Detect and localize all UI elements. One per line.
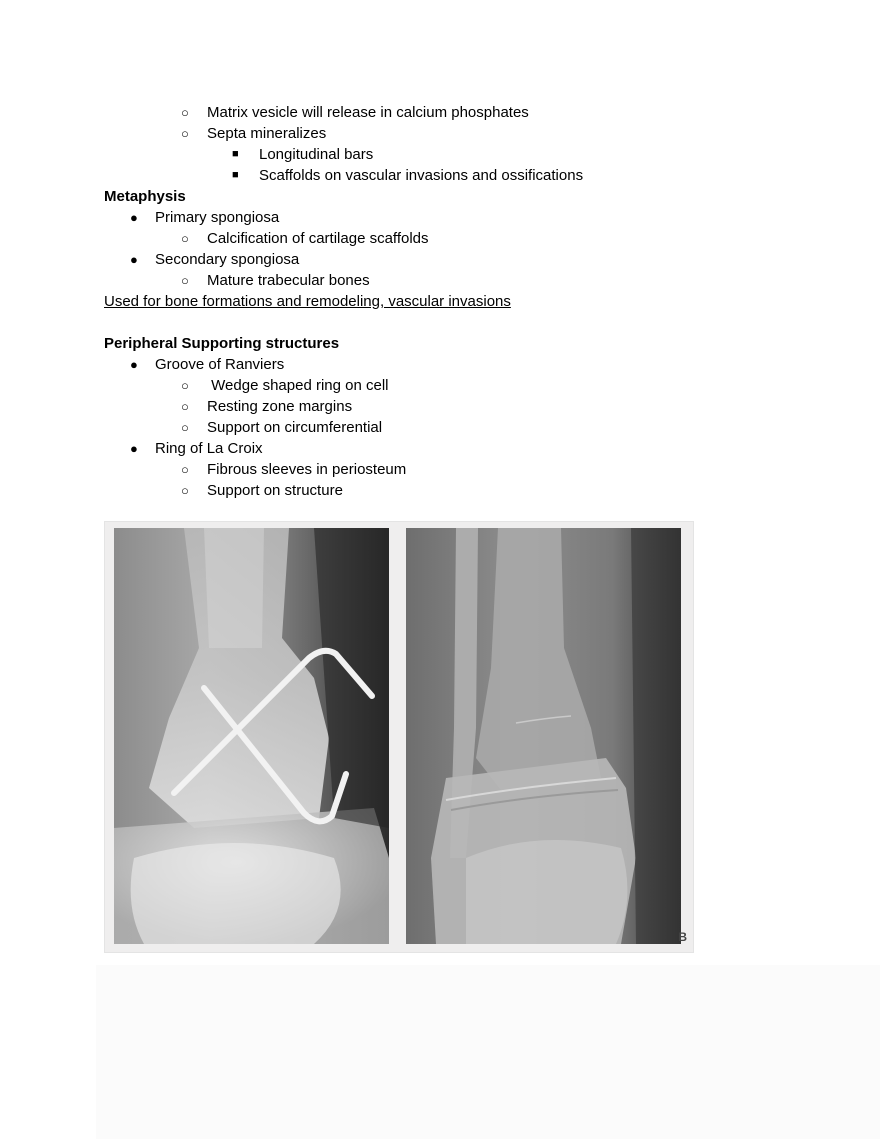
list-item: Mature trabecular bones xyxy=(207,272,370,289)
hollow-bullet-icon: ○ xyxy=(181,483,189,498)
list-item: Wedge shaped ring on cell xyxy=(207,377,389,394)
filled-bullet-icon: ● xyxy=(130,357,138,372)
list-item: Fibrous sleeves in periosteum xyxy=(207,461,407,478)
list-item: Matrix vesicle will release in calcium phosphates xyxy=(207,104,529,121)
hollow-bullet-icon: ○ xyxy=(181,273,189,288)
list-item: Calcification of cartilage scaffolds xyxy=(207,230,429,247)
square-bullet-icon: ■ xyxy=(232,148,239,160)
square-bullet-icon: ■ xyxy=(232,169,239,181)
hollow-bullet-icon: ○ xyxy=(181,462,189,477)
xray-figure xyxy=(104,521,694,953)
list-item: Groove of Ranviers xyxy=(155,356,285,373)
hollow-bullet-icon: ○ xyxy=(181,105,189,120)
hollow-bullet-icon: ○ xyxy=(181,399,189,414)
section-heading-peripheral: Peripheral Supporting structures xyxy=(104,335,340,352)
list-item: Septa mineralizes xyxy=(207,125,327,142)
page-background-shade xyxy=(96,965,880,1139)
filled-bullet-icon: ● xyxy=(130,441,138,456)
list-item: Resting zone margins xyxy=(207,398,353,415)
hollow-bullet-icon: ○ xyxy=(181,378,189,393)
filled-bullet-icon: ● xyxy=(130,210,138,225)
filled-bullet-icon: ● xyxy=(130,252,138,267)
section-heading-metaphysis: Metaphysis xyxy=(104,188,186,205)
hollow-bullet-icon: ○ xyxy=(181,420,189,435)
hollow-bullet-icon: ○ xyxy=(181,231,189,246)
xray-image-growth-plate xyxy=(406,528,681,944)
list-item: Longitudinal bars xyxy=(259,146,374,163)
list-item: Secondary spongiosa xyxy=(155,251,300,268)
list-item: Support on structure xyxy=(207,482,343,499)
xray-image-pinned-ankle xyxy=(114,528,389,944)
hollow-bullet-icon: ○ xyxy=(181,126,189,141)
list-item: Ring of La Croix xyxy=(155,440,263,457)
list-item: Scaffolds on vascular invasions and ossifications xyxy=(259,167,584,184)
metaphysis-note: Used for bone formations and remodeling, vascular invasions xyxy=(104,293,511,310)
list-item: Primary spongiosa xyxy=(155,209,280,226)
figure-label: B xyxy=(678,930,687,944)
list-item: Support on circumferential xyxy=(207,419,383,436)
